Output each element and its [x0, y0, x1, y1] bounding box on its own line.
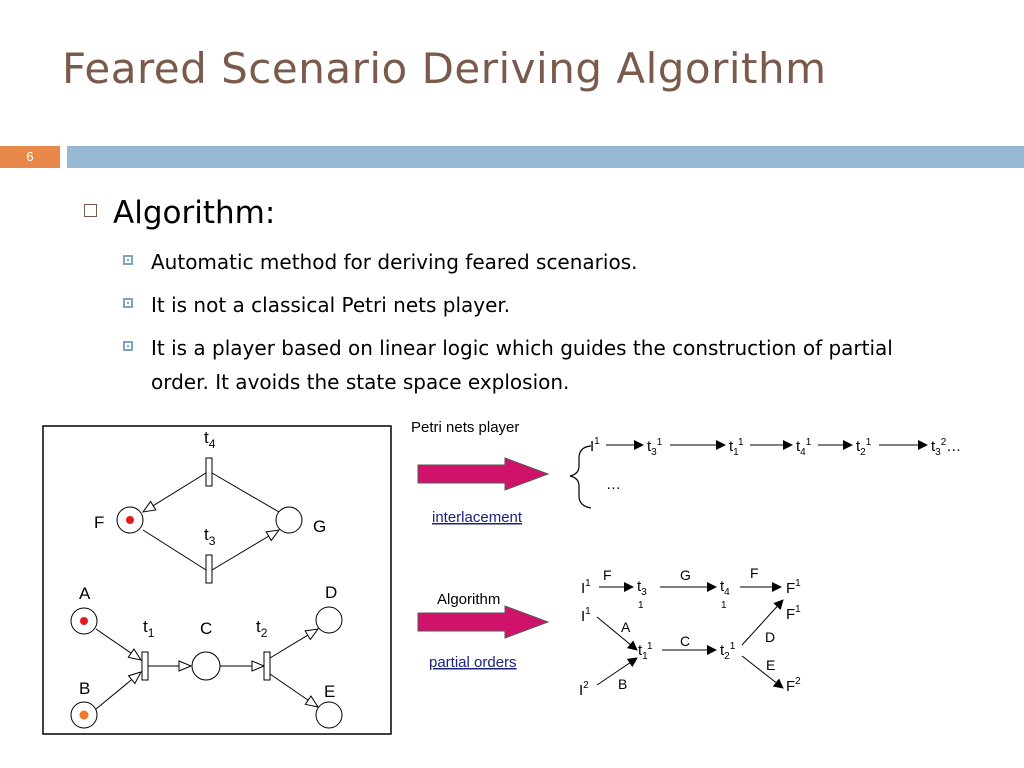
svg-text:t4 — [204, 428, 216, 451]
seq-ellipsis-row2: … — [606, 476, 621, 493]
svg-text:t3 — [204, 525, 216, 548]
svg-text:t31: $t_3^1$ — [647, 437, 663, 458]
svg-text:1: 1 — [721, 600, 727, 611]
po-F1-mid: F — [786, 606, 796, 623]
place-D — [316, 607, 342, 633]
po-edge-E: E — [766, 657, 776, 673]
brace-icon — [570, 446, 591, 508]
svg-text:t11: $t_1^1$ — [729, 437, 744, 458]
po-edge-G: G — [680, 567, 691, 583]
petri-player-arrow-icon — [418, 458, 548, 490]
label-t2: t — [256, 617, 261, 636]
svg-text:F1: $F^1$ — [786, 578, 801, 597]
petri-player-label: Petri nets player — [411, 419, 520, 436]
transition-t4-bar — [206, 458, 212, 486]
label-place-F: F — [94, 513, 105, 532]
transition-t1-bar — [142, 652, 148, 680]
po-edge-B: B — [618, 676, 628, 692]
svg-text:t11: $t_1^1$ — [638, 641, 653, 662]
label-t4: t — [204, 428, 209, 447]
po-t4: t — [720, 578, 725, 595]
transition-t3-bar — [206, 555, 212, 583]
seq-t4: t — [796, 438, 801, 455]
label-t3-sub: 3 — [208, 534, 216, 548]
svg-text:t21: $t_2^1$ — [856, 437, 872, 458]
algorithm-label: Algorithm — [437, 591, 501, 608]
place-C — [192, 652, 220, 680]
place-G — [276, 507, 302, 533]
svg-text:t3: $t_3$ — [637, 578, 647, 598]
po-edge-F2: F — [750, 565, 759, 581]
po-edge-A: A — [621, 619, 631, 635]
po-F1-top: F — [786, 580, 796, 597]
sub-bullet-3-text: It is a player based on linear logic which guides the construction of partial order. It avoids the state space explosion. — [151, 336, 893, 394]
po-t3: t — [637, 578, 642, 595]
svg-text:F1: $F^1$ — [786, 604, 801, 623]
po-t2: t — [720, 642, 725, 659]
svg-text:t41: $t_4^1$ — [796, 437, 812, 458]
label-place-B: B — [79, 679, 91, 698]
token-A — [80, 617, 88, 625]
svg-text:t2 — [256, 617, 268, 640]
seq-t3b: t — [931, 438, 936, 455]
seq-I: I — [590, 438, 595, 455]
bullet-algorithm-text: Algorithm: — [113, 195, 276, 231]
svg-text:I1: $I^1$ — [581, 606, 591, 625]
token-F — [126, 516, 134, 524]
seq-t2: t — [856, 438, 861, 455]
token-B — [80, 711, 89, 720]
sub-bullet-1-text: Automatic method for deriving feared scenarios. — [151, 250, 638, 274]
label-t3: t — [204, 525, 209, 544]
svg-text:t4: $t_4$ — [720, 578, 730, 598]
po-I2: I — [579, 682, 584, 699]
label-place-G: G — [313, 517, 327, 536]
seq-trailing-ellipsis: … — [946, 438, 962, 455]
po-I1b: I — [581, 608, 586, 625]
po-I1: I — [581, 580, 586, 597]
svg-text:I2: $I^2$ — [579, 680, 589, 699]
label-t1: t — [143, 617, 148, 636]
po-t1: t — [638, 642, 643, 659]
transition-t2-bar — [264, 652, 270, 680]
svg-text:F2: $F^2$ — [786, 676, 801, 695]
place-E — [316, 702, 342, 728]
petri-net-frame — [43, 426, 391, 734]
svg-text:I1: $I^1$ — [590, 436, 600, 455]
po-edge-C: C — [680, 633, 691, 649]
label-place-D: D — [325, 583, 338, 602]
partial-orders-link[interactable]: partial orders — [429, 654, 517, 671]
po-F2: F — [786, 678, 796, 695]
label-place-E: E — [324, 682, 336, 701]
seq-t1: t — [729, 438, 734, 455]
label-t4-sub: 4 — [208, 437, 216, 451]
po-edge-F: F — [603, 567, 612, 583]
po-edge-D: D — [765, 629, 776, 645]
label-place-C: C — [200, 619, 213, 638]
label-t2-sub: 2 — [260, 626, 268, 640]
svg-text:t32…: $t_3^2\dots$ — [931, 437, 962, 458]
svg-text:t1 — [143, 617, 155, 640]
svg-text:I1: $I^1$ — [581, 578, 591, 597]
slide-number: 6 — [0, 146, 60, 168]
interlacement-link[interactable]: interlacement — [432, 509, 523, 526]
svg-text:t21: $t_2^1$ — [720, 641, 736, 662]
svg-text:1: 1 — [638, 600, 644, 611]
seq-t3: t — [647, 438, 652, 455]
slide-title: Feared Scenario Deriving Algorithm — [62, 44, 827, 93]
algorithm-arrow-icon — [418, 606, 548, 638]
sub-bullet-2-text: It is not a classical Petri nets player. — [151, 293, 511, 317]
label-t1-sub: 1 — [147, 626, 155, 640]
label-place-A: A — [79, 584, 91, 603]
